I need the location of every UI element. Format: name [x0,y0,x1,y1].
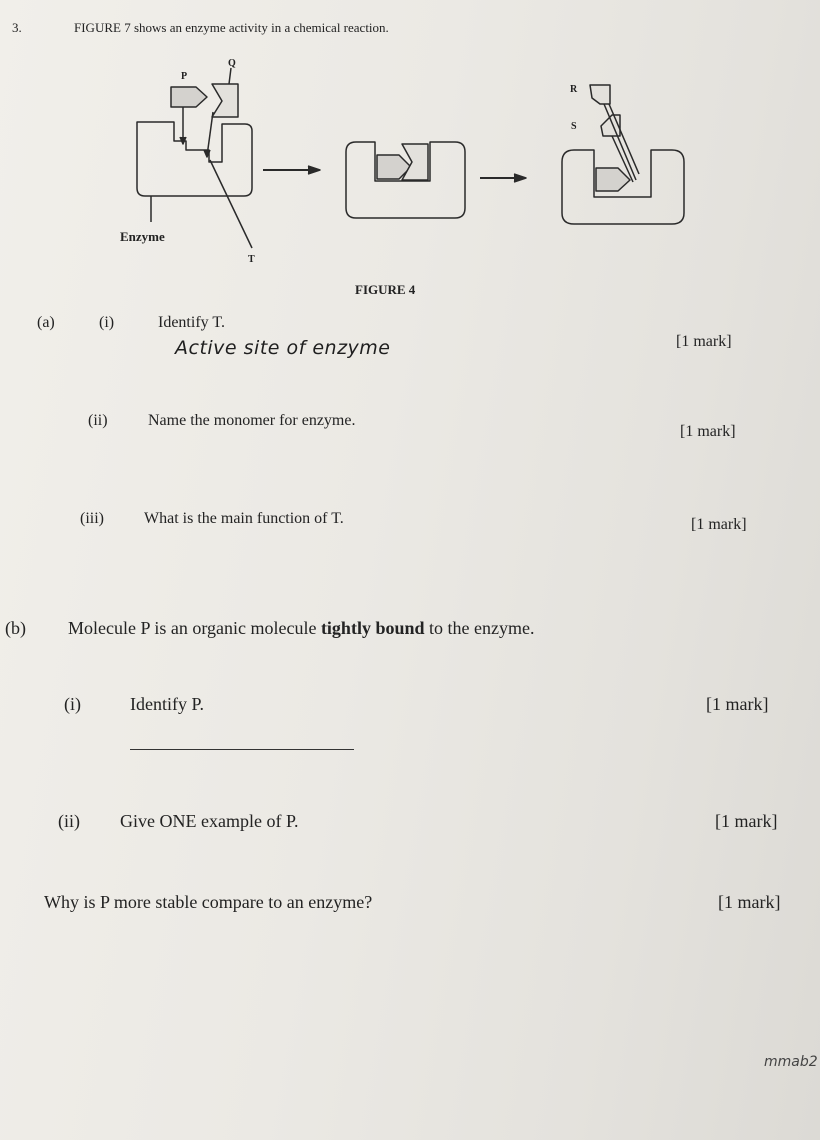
label-r: R [570,84,578,95]
part-a-iii-marks: [1 mark] [691,516,747,533]
page-footer: mmab2 [764,1054,818,1070]
enzyme-reaction-figure [0,0,820,300]
molecule-p-shape [171,87,207,107]
molecule-q-shape [212,84,238,117]
part-a-i-marks: [1 mark] [676,333,732,350]
answer-line-b-i[interactable] [130,749,354,750]
label-t: T [248,254,255,265]
part-a-iii-text: What is the main function of T. [144,510,344,527]
part-a-ii-text: Name the monomer for enzyme. [148,412,356,429]
enzyme-1-shape [137,122,252,196]
part-b-statement-bold: tightly bound [320,618,425,638]
label-p: P [181,71,188,82]
part-b-statement-post: to the enzyme. [424,618,535,638]
part-b-stability-question: Why is P more stable compare to an enzyme? [44,892,373,912]
figure-caption: FIGURE 4 [355,282,416,297]
question-number: 3. [12,20,22,35]
part-a-i-text: Identify T. [158,314,225,331]
part-a-i-num: (i) [99,314,115,331]
part-b-statement [68,618,534,639]
part-b-ii-marks: [1 mark] [715,811,778,831]
handwritten-answer-a-i[interactable]: Active site of enzyme [175,337,391,359]
label-s: S [571,121,577,132]
part-b-i-text: Identify P. [130,694,204,714]
part-b-ii-text: Give ONE example of P. [120,811,299,831]
part-b-label: (b) [5,618,26,638]
product-p-shape [596,168,630,191]
part-a-ii-num: (ii) [88,412,108,429]
part-b-statement-pre: Molecule P is an organic molecule [68,618,321,638]
label-q: Q [228,58,236,69]
part-a-iii-num: (iii) [80,510,104,527]
product-r-shape [590,85,610,104]
part-a-label: (a) [37,314,55,331]
part-a-ii-marks: [1 mark] [680,423,736,440]
part-b-ii-num: (ii) [58,811,80,831]
part-b-i-marks: [1 mark] [706,694,769,714]
part-b-i-num: (i) [64,694,81,714]
question-intro: FIGURE 7 shows an enzyme activity in a chemical reaction. [74,20,389,35]
part-b-stability-marks: [1 mark] [718,892,781,912]
label-enzyme: Enzyme [120,229,165,244]
